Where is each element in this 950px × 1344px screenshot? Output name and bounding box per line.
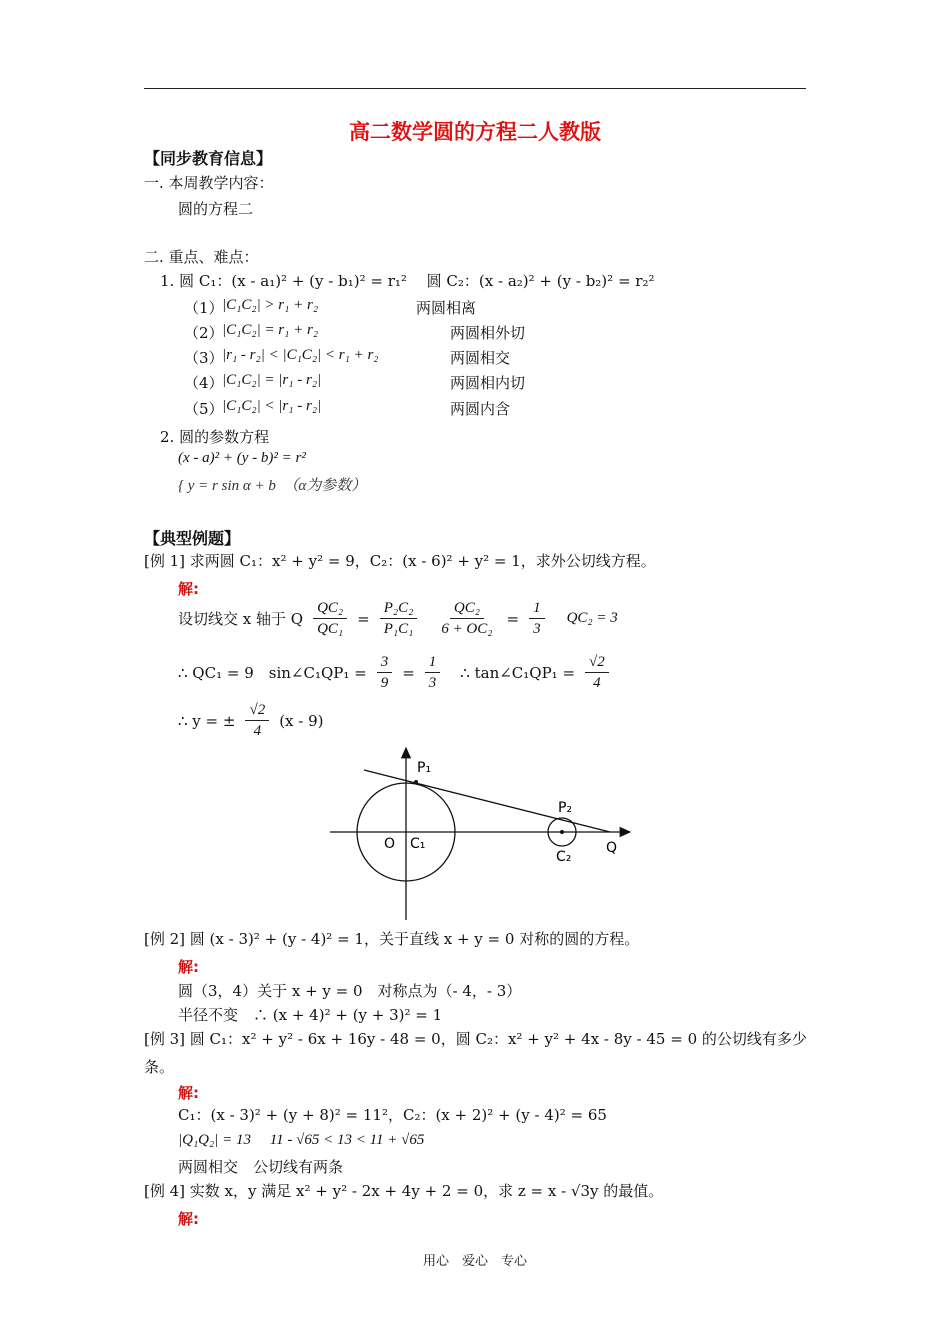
fraction-qc2-qc1 — [313, 598, 347, 639]
example-1-step-2: ∴ QC₁ = 9 sin∠C₁QP₁ = $\frac{3}{9}$ = $\frac{1}{3}$ ∴ tan∠C₁QP₁ = $\frac{√2}{4}$ — [178, 652, 613, 693]
answer-text-a: ∴ y = ± — [178, 711, 236, 730]
example-4-solution-label: 解: — [178, 1210, 199, 1228]
step-1-text: 设切线交 x 轴于 Q — [178, 610, 304, 628]
example-3-question-cont: 条。 — [144, 1058, 175, 1076]
case-1-result: 两圆相离 — [416, 299, 477, 317]
fraction-numerator: √2 — [585, 652, 609, 673]
step-2-text-a: ∴ QC₁ = 9 sin∠C₁QP₁ = — [178, 664, 367, 682]
case-2-result: 两圆相外切 — [450, 324, 526, 342]
case-2-cond: |C₁C₂| = r₁ + r₂ — [222, 322, 319, 338]
label-c2: C₂ — [556, 849, 572, 865]
fraction-numerator: 1 — [425, 652, 441, 673]
case-4-num: （4） — [184, 374, 224, 392]
example-1-step-1: 设切线交 x 轴于 Q $\frac{\text{QC₂}}{\text{QC₁}}$ = $\frac{\text{P₂C₂}}{\text{P₁C₁}}$ $\frac{\text{QC₂}}{\text{6 + OC₂}}$ = $\frac{1}{3}$ QC₂ = 3 — [178, 600, 618, 637]
case-3-num: （3） — [184, 349, 224, 367]
example-1-question: [例 1] 求两圆 C₁：x² + y² = 9，C₂：(x - 6)² + y² = 1，求外公切线方程。 — [144, 552, 656, 570]
example-2-step-2: 半径不变 ∴ (x + 4)² + (y + 3)² = 1 — [178, 1006, 443, 1024]
case-5-num: （5） — [184, 400, 224, 418]
tangent-point-p1 — [414, 780, 418, 784]
case-3-cond: |r₁ - r₂| < |C₁C₂| < r₁ + r₂ — [222, 347, 379, 363]
fraction-p2c2-p1c1 — [380, 598, 418, 639]
example-1-solution-label: 解: — [178, 580, 199, 598]
fraction-1-3 — [425, 652, 441, 693]
case-5-result: 两圆内含 — [450, 400, 511, 418]
label-p2: P₂ — [558, 800, 573, 816]
example-2-step-1: 圆（3，4）关于 x + y = 0 对称点为（- 4，- 3） — [178, 982, 522, 1000]
fraction-denominator: 3 — [428, 675, 437, 691]
section-head-examples: 【典型例题】 — [144, 529, 241, 548]
fraction-numerator: 3 — [377, 652, 393, 673]
tangent-circles-figure — [320, 740, 640, 925]
example-3-question: [例 3] 圆 C₁：x² + y² - 6x + 16y - 48 = 0，圆 C₂：x² + y² + 4x - 8y - 45 = 0 的公切线有多少 — [144, 1030, 807, 1048]
example-3-step-1: C₁：(x - 3)² + (y + 8)² = 11²，C₂：(x + 2)² + (y - 4)² = 65 — [178, 1106, 607, 1124]
fraction-3-9 — [377, 652, 393, 693]
item-two: 二. 重点、难点： — [144, 248, 259, 266]
fraction-numerator: √2 — [245, 700, 269, 721]
fraction-denominator: 9 — [380, 675, 389, 691]
fraction-denominator: P₁C₁ — [383, 621, 414, 637]
fraction-denominator: 3 — [533, 621, 541, 637]
header-rule — [144, 88, 806, 89]
case-3-result: 两圆相交 — [450, 349, 511, 367]
qc2-value: QC₂ = 3 — [566, 610, 618, 626]
example-3-solution-label: 解: — [178, 1084, 199, 1102]
case-1-cond: |C₁C₂| > r₁ + r₂ — [222, 297, 319, 313]
fraction-denominator: 4 — [253, 723, 262, 739]
fraction-qc2-6oc2 — [437, 598, 496, 639]
item-one-body: 圆的方程二 — [178, 200, 254, 218]
circle-equations: 1. 圆 C₁：(x - a₁)² + (y - b₁)² = r₁² 圆 C₂：(x - a₂)² + (y - b₂)² = r₂² — [160, 272, 655, 290]
case-4-result: 两圆相内切 — [450, 374, 526, 392]
fraction-numerator: QC₂ — [313, 598, 347, 619]
fraction-denominator: QC₁ — [317, 621, 344, 637]
item-one: 一. 本周教学内容： — [144, 174, 274, 192]
example-4-question: [例 4] 实数 x，y 满足 x² + y² - 2x + 4y + 2 = 0，求 z = x - √3y 的最值。 — [144, 1182, 664, 1200]
example-3-step-3: 两圆相交 公切线有两条 — [178, 1158, 344, 1176]
fraction-denominator: 4 — [593, 675, 601, 691]
page-title: 高二数学圆的方程二人教版 — [349, 120, 601, 144]
case-1-num: （1） — [184, 299, 224, 317]
label-c1: C₁ — [410, 836, 426, 852]
fraction-numerator: P₂C₂ — [380, 598, 418, 619]
section-head-sync: 【同步教育信息】 — [144, 149, 273, 168]
fraction-sqrt2-4 — [585, 652, 609, 693]
case-5-cond: |C₁C₂| < |r₁ - r₂| — [222, 398, 322, 414]
example-2-question: [例 2] 圆 (x - 3)² + (y - 4)² = 1，关于直线 x + y = 0 对称的圆的方程。 — [144, 930, 640, 948]
param-heading: 2. 圆的参数方程 — [160, 428, 270, 446]
fraction-one-third — [529, 598, 545, 639]
step-2-text-b: ∴ tan∠C₁QP₁ = — [460, 663, 576, 682]
label-q: Q — [606, 840, 618, 856]
fraction-sqrt2-4 — [245, 700, 269, 741]
example-1-answer — [178, 700, 324, 741]
label-o: O — [384, 836, 396, 852]
fraction-denominator: 6 + OC₂ — [441, 621, 493, 637]
case-2-num: （2） — [184, 324, 224, 342]
example-3-step-2: |Q₁Q₂| = 13 11 - √65 < 13 < 11 + √65 — [178, 1132, 425, 1148]
center-c2-dot — [560, 830, 564, 834]
param-circle-eq: (x - a)² + (y - b)² = r² — [178, 450, 306, 466]
answer-text-b: (x - 9) — [279, 711, 324, 730]
param-equations: { y = r sin α + b （α为参数） — [178, 478, 367, 494]
example-2-solution-label: 解: — [178, 958, 199, 976]
fraction-numerator: QC₂ — [450, 598, 484, 619]
label-p1: P₁ — [417, 760, 432, 776]
page-footer: 用心 爱心 专心 — [422, 1254, 527, 1269]
case-4-cond: |C₁C₂| = |r₁ - r₂| — [222, 372, 322, 388]
fraction-numerator: 1 — [529, 598, 545, 619]
tangent-line — [364, 770, 610, 832]
